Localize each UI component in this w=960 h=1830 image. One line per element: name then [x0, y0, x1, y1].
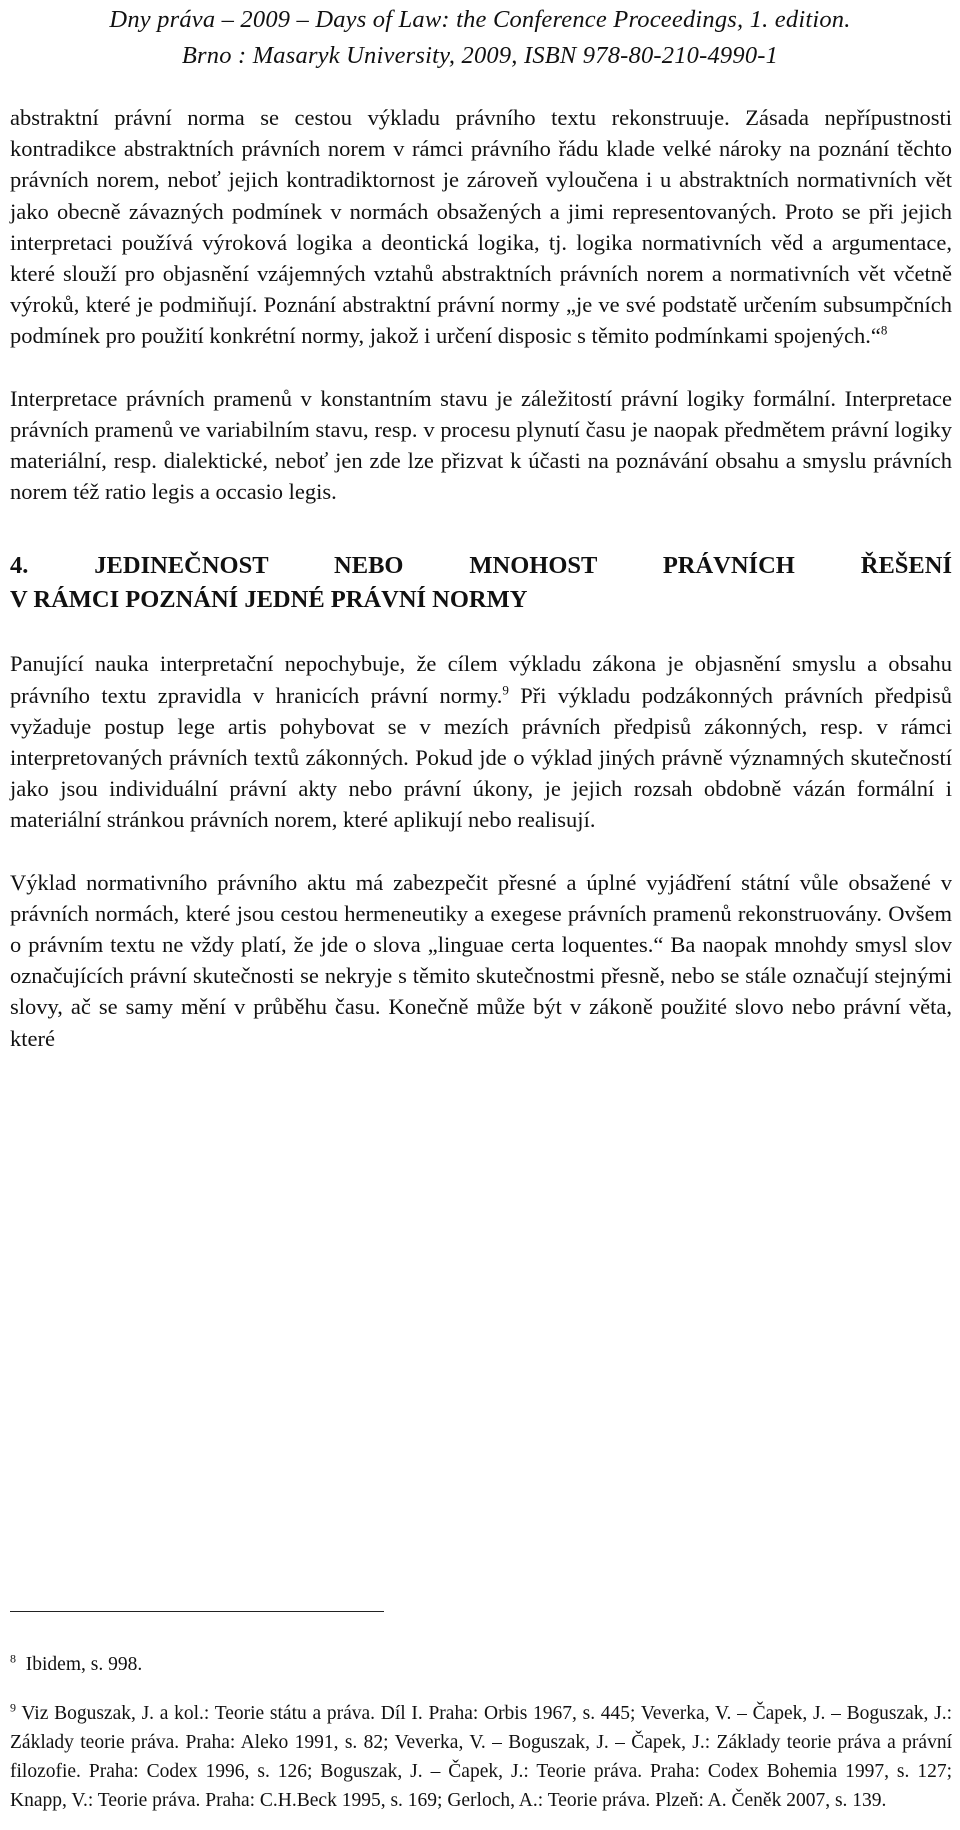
header-line-2: Brno : Masaryk University, 2009, ISBN 978-80-210-4990-1	[181, 42, 779, 69]
paragraph-4: Výklad normativního právního aktu má zabezpečit přesné a úplné vyjádření státní vůle obsažené v právních normách, které jsou cestou hermeneutiky a exegese právních pramenů rekonstruovány. Ovšem o právním textu ne vždy platí, že jde o slova „linguae certa loquentes.“ Ba naopak mnohdy smysl slov označujících právní skutečnosti se nekryje s těmito skutečnostmi přesně, nebo se stále označují stejnými slovy, ač se samy mění v průběhu času. Konečně může být v zákoně použité slovo nebo právní věta, které	[10, 869, 952, 1051]
section-heading	[10, 549, 952, 617]
paragraph-1-text: abstraktní právní norma se cestou výkladu právního textu rekonstruuje. Zásada nepřípustnosti kontradikce abstraktních právních norem v rámci právního řádu klade velké nároky na poznání těchto právních norem, neboť jejich kontradiktornost je zároveň vyloučena i u abstraktních normativních vět jako obecně závazných podmínek v normách obsažených a jimi representovaných. Proto se při jejich interpretaci používá výroková logika a deontická logika, tj. logika normativních věd a argumentace, které slouží pro objasnění vzájemných vztahů abstraktních právních norem a normativních vět včetně výroků, které je podmiňují. Poznání abstraktní právní normy „je ve své podstatě určením subsumpčních podmínek pro použití konkrétní normy, jakož i určení disposic s těmito podmínkami spojených.“	[10, 105, 952, 349]
section-heading-line-2: V RÁMCI POZNÁNÍ JEDNÉ PRÁVNÍ NORMY	[10, 586, 528, 614]
page-header	[0, 2, 960, 74]
footnote-8	[10, 1650, 952, 1679]
main-text	[10, 102, 952, 1054]
footnote-9-text: Viz Boguszak, J. a kol.: Teorie státu a práva. Díl I. Praha: Orbis 1967, s. 445; Veverka, V. – Čapek, J. – Boguszak, J.: Základy teorie práva. Praha: Aleko 1991, s. 82; Veverka, V. – Boguszak, J. – Čapek, J.: Základy teorie práva a právní filozofie. Praha: Codex 1996, s. 126; Boguszak, J. – Čapek, J.: Teorie práva. Praha: Codex Bohemia 1997, s. 127; Knapp, V.: Teorie práva. Praha: C.H.Beck 1995, s. 169; Gerloch, A.: Teorie práva. Plzeň: A. Čeněk 2007, s. 139.	[10, 1703, 952, 1811]
footnote-9-number: 9	[10, 1700, 16, 1715]
paragraph-3-text-b: Při výkladu podzákonných právních předpisů vyžaduje postup lege artis pohybovat se v mezích právních předpisů zákonných, resp. v rámci interpretovaných právních textů zákonných. Pokud jde o výklad jiných právně významných skutečností jako jsou individuální právní akty nebo právní úkony, je jejich rozsah obdobně vázán formální i materiální stránkou právních norem, které aplikují nebo realisují.	[10, 682, 952, 833]
paragraph-2: Interpretace právních pramenů v konstantním stavu je záležitostí právní logiky formální. Interpretace právních pramenů ve variabilním stavu, resp. v procesu plynutí času je naopak předmětem právní logiky materiální, resp. dialektické, neboť jen zde lze přizvat k účasti na poznávání obsahu a smyslu právních norem též ratio legis a occasio legis.	[10, 385, 952, 505]
paragraph-1	[10, 102, 952, 352]
footnote-8-number: 8	[10, 1651, 16, 1666]
paragraph-3	[10, 648, 952, 835]
header-line-1: Dny práva – 2009 – Days of Law: the Conference Proceedings, 1. edition.	[109, 6, 851, 33]
paragraph-3-text-a: Panující nauka interpretační nepochybuje, že cílem výkladu zákona je objasnění smyslu a obsahu právního textu zpravidla v hranicích právní normy.	[10, 651, 952, 708]
footnote-ref-8: 8	[880, 322, 888, 338]
section-heading-line-1: 4. JEDINEČNOST NEBO MNOHOST PRÁVNÍCH ŘEŠENÍ	[10, 552, 952, 580]
footnote-9	[10, 1699, 952, 1815]
footnote-8-text: Ibidem, s. 998.	[25, 1654, 143, 1675]
footnotes	[10, 1650, 952, 1815]
footnote-ref-9: 9	[502, 682, 509, 698]
footnote-separator	[10, 1611, 384, 1612]
